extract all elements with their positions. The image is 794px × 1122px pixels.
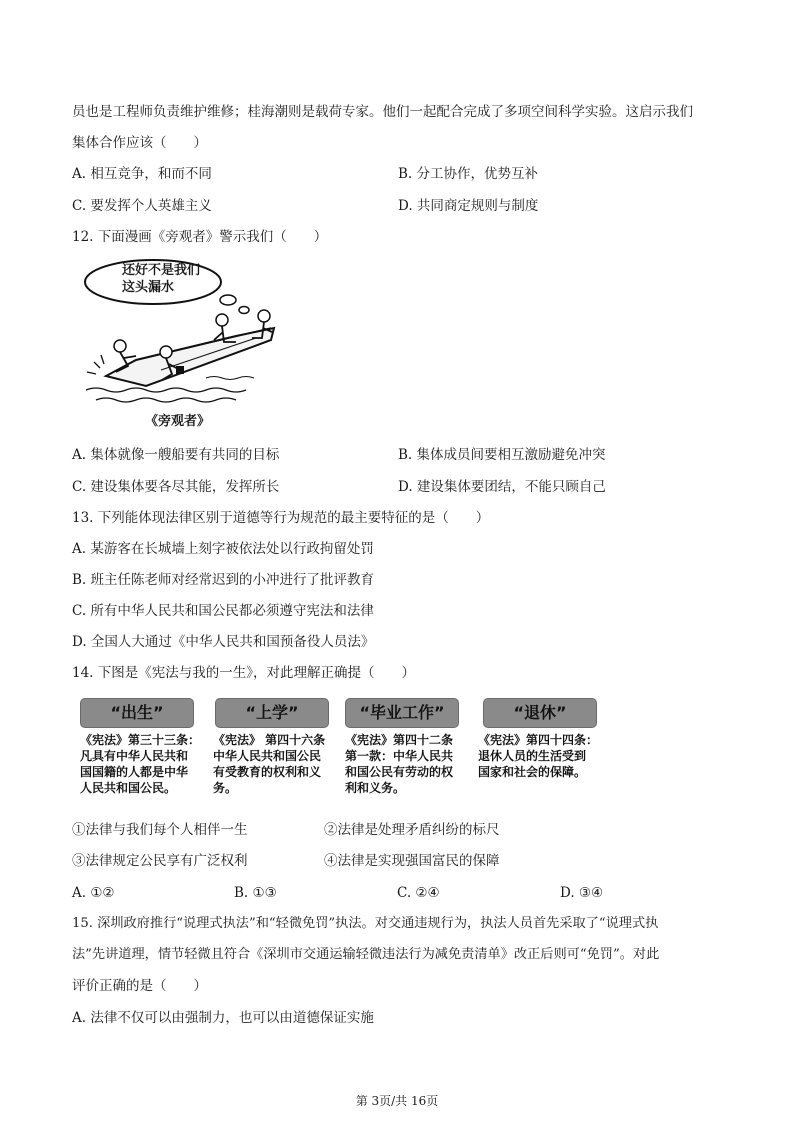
q11-option-a: A. 相互竞争，和而不同 [72,166,212,182]
stage-birth-line: 国国籍的人都是中华 [80,765,189,779]
stage-retire-line: 国家和社会的保障。 [478,765,587,779]
q15-stem-line3: 评价正确的是（ ） [72,978,207,994]
q15-option-a: A. 法律不仅可以由强制力，也可以由道德保证实施 [72,1010,374,1026]
stage-school-line: 有受教育的权利和义 [213,765,322,779]
bystander-cartoon [76,258,286,428]
stage-retire-label: “退休” [483,698,597,728]
stage-birth-line: 《宪法》第三十三条： [80,733,201,747]
q12-stem: 12. 下面漫画《旁观者》警示我们（ ） [72,229,328,245]
q14-option-a: A. ①② [72,885,115,901]
q12-option-a: A. 集体就像一艘船要有共同的目标 [72,447,280,463]
q12-option-c: C. 建设集体要各尽其能，发挥所长 [72,479,280,495]
stage-school-line: 《宪法》 第四十六条 [213,733,326,747]
q13-option-d: D. 全国人大通过《中华人民共和国预备役人员法》 [72,634,375,650]
bubble-text-line2: 这头漏水 [122,280,175,295]
q11-option-b: B. 分工协作，优势互补 [398,166,539,182]
q14-stem: 14. 下图是《宪法与我的一生》，对此理解正确提（ ） [72,665,416,681]
q14-statement-3: ③法律规定公民享有广泛权利 [72,853,248,869]
q14-option-d: D. ③④ [560,885,604,901]
stage-birth-line: 凡具有中华人民共和 [80,749,189,763]
stage-school-line: 务。 [213,781,238,795]
q13-option-b: B. 班主任陈老师对经常迟到的小冲进行了批评教育 [72,572,375,588]
q11-stem-line1: 员也是工程师负责维护维修；桂海潮则是载荷专家。他们一起配合完成了多项空间科学实验。这启示我们 [72,104,693,120]
page-number: 第 3页/共 16页 [355,1094,439,1108]
stage-retire-text [478,732,598,780]
stage-retire-line: 退休人员的生活受到 [478,749,587,763]
q13-stem: 13. 下列能体现法律区别于道德等行为规范的最主要特征的是（ ） [72,510,490,526]
q13-option-c: C. 所有中华人民共和国公民都必须遵守宪法和法律 [72,603,374,619]
stage-retire-line: 《宪法》第四十四条： [478,733,599,747]
cartoon-caption: 《旁观者》 [145,414,211,429]
stage-work-line: 第一款：中华人民共 [345,749,454,763]
stage-birth-label: “出生” [80,698,194,728]
q14-statement-4: ④法律是实现强国富民的保障 [324,853,500,869]
q15-stem-line1: 15. 深圳政府推行“说理式执法”和“轻微免罚”执法。对交通违规行为，执法人员首先采取了“说理式执 [72,916,659,931]
q14-statement-1: ①法律与我们每个人相伴一生 [72,822,248,838]
q14-statement-2: ②法律是处理矛盾纠纷的标尺 [324,822,500,838]
stage-work-text [345,732,453,796]
q15-stem-line2: 法”先讲道理，情节轻微且符合《深圳市交通运输轻微违法行为减免责清单》改正后则可“免罚”。对此 [72,947,660,962]
stage-school-label: “上学” [215,698,329,728]
stage-work-line: 《宪法》第四十二条 [345,733,454,747]
q11-option-d: D. 共同商定规则与制度 [398,198,539,214]
stage-work-line: 利和义务。 [345,781,406,795]
q14-option-c: C. ②④ [397,885,440,901]
stage-school-line: 中华人民共和国公民 [213,749,322,763]
q11-stem-line2: 集体合作应该（ ） [72,135,207,151]
stage-work-label: “毕业工作” [345,698,459,728]
stage-school-text [213,732,325,796]
q12-option-d: D. 建设集体要团结，不能只顾自己 [398,479,606,495]
q11-option-c: C. 要发挥个人英雄主义 [72,198,212,214]
stage-birth-text [80,732,200,796]
stage-work-line: 和国公民有劳动的权 [345,765,454,779]
bubble-text-line1: 还好不是我们 [122,263,201,278]
q13-option-a: A. 某游客在长城墙上刻字被依法处以行政拘留处罚 [72,541,374,557]
q12-option-b: B. 集体成员间要相互激励避免冲突 [398,447,606,463]
stage-birth-line: 人民共和国公民。 [80,781,177,795]
q14-option-b: B. ①③ [234,885,277,901]
